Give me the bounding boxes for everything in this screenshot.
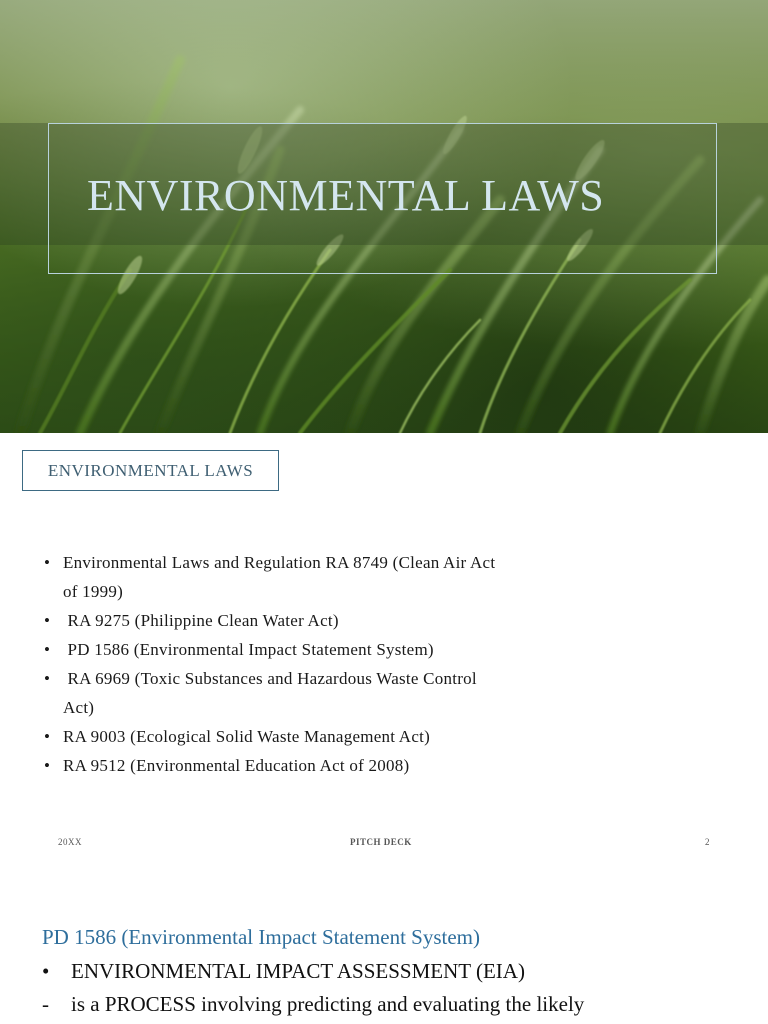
pd1586-slide [0,873,768,1024]
list-item [44,751,604,780]
body-line-text: is a PROCESS involving predicting and evaluating the likely [71,992,585,1016]
slide-heading: PD 1586 (Environmental Impact Statement System) [42,925,481,949]
bullet-icon: • [42,959,50,983]
footer-date: 20XX [58,837,82,847]
laws-list-slide [0,433,768,873]
list-item [44,722,604,751]
section-title: ENVIRONMENTAL LAWS [47,460,254,480]
list-item-text: RA 9275 (Philippine Clean Water Act) [63,611,339,630]
bullet-icon: • [44,640,51,659]
list-item-text: Environmental Laws and Regulation RA 8749 (Clean Air Act [63,553,496,572]
list-item-text-continued: Act) [63,698,95,717]
bullet-icon: • [44,669,51,688]
list-item-text: RA 9512 (Environmental Education Act of 2008) [63,756,410,775]
title-slide [0,0,768,433]
body-line [42,959,525,984]
list-item-text: RA 9003 (Ecological Solid Waste Management Act) [63,727,430,746]
footer-deck-name: PITCH DECK [350,837,412,847]
footer-page-number: 2 [705,837,710,847]
laws-bullet-list [44,548,604,780]
body-line-text: ENVIRONMENTAL IMPACT ASSESSMENT (EIA) [71,959,525,983]
list-item-text: PD 1586 (Environmental Impact Statement System) [63,640,434,659]
section-title-box [22,450,279,491]
dash-marker: - [42,992,49,1016]
list-item [44,635,604,664]
list-item-text-continued: of 1999) [63,582,124,601]
list-item [44,548,604,606]
slide-title: ENVIRONMENTAL LAWS [87,171,605,220]
list-item-text: RA 6969 (Toxic Substances and Hazardous Waste Control [63,669,477,688]
list-item [44,664,604,722]
bullet-icon: • [44,611,51,630]
body-line [42,992,584,1017]
bullet-icon: • [44,727,51,746]
bullet-icon: • [44,553,51,572]
list-item [44,606,604,635]
bullet-icon: • [44,756,51,775]
